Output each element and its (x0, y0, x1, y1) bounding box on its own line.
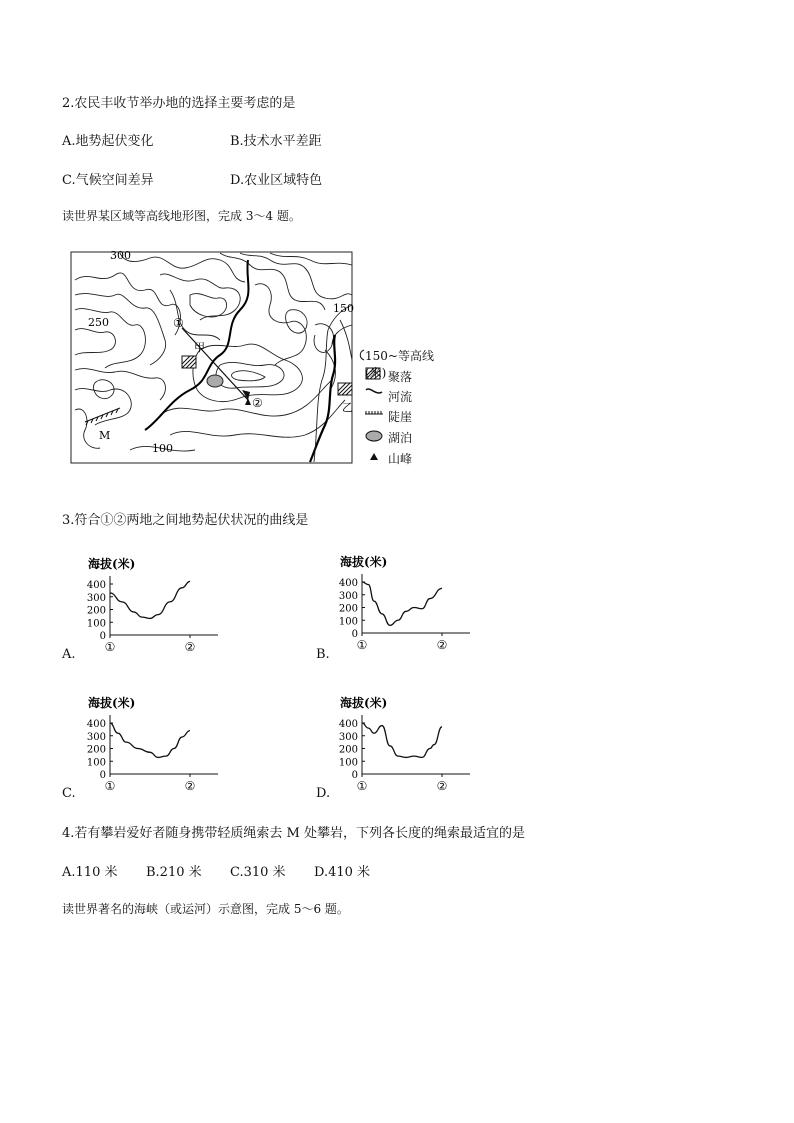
q4-option-b[interactable]: B.210 米 (146, 865, 202, 880)
profile-chart-b (330, 548, 480, 658)
profile-line (110, 581, 190, 618)
x-label-end: ② (436, 779, 448, 793)
chart-title: 海拔(米) (340, 696, 388, 710)
y-tick-label: 300 (338, 731, 358, 743)
profile-chart-a (78, 550, 228, 660)
y-tick-label: 0 (99, 631, 106, 642)
y-tick-label: 100 (338, 757, 358, 769)
q2-option-d[interactable]: D.农业区域特色 (230, 173, 323, 188)
y-tick-label: 200 (86, 605, 106, 617)
q3-stem: 3.符合①②两地之间地势起伏状况的曲线是 (62, 513, 309, 528)
y-tick-label: 400 (338, 578, 358, 589)
legend-settlement-label: 聚落 (388, 370, 413, 384)
x-label-start: ① (104, 640, 116, 654)
y-tick-label: 400 (86, 719, 106, 730)
q3-option-d[interactable]: D. (316, 786, 331, 801)
profile-chart-d (330, 689, 480, 799)
lake (207, 375, 223, 387)
y-tick-label: 0 (351, 629, 358, 640)
y-tick-label: 200 (86, 744, 106, 756)
contour-150: 150 (333, 302, 354, 315)
contour-legend-icon (360, 350, 364, 360)
contour-map (70, 250, 450, 466)
y-tick-label: 100 (86, 618, 106, 630)
q4-option-d[interactable]: D.410 米 (314, 865, 371, 880)
profile-line (362, 723, 442, 757)
q3-option-a[interactable]: A. (62, 647, 76, 662)
q2-stem: 2.农民丰收节举办地的选择主要考虑的是 (62, 96, 296, 111)
intro-5-6: 读世界著名的海峡（或运河）示意图，完成 5～6 题。 (62, 902, 349, 916)
legend-contour-label: 150~等高线(米) (365, 349, 434, 380)
x-label-start: ① (356, 638, 368, 652)
y-tick-label: 0 (351, 770, 358, 781)
river-legend-icon (366, 389, 382, 393)
y-tick-label: 300 (86, 592, 106, 604)
q4-stem: 4.若有攀岩爱好者随身携带轻质绳索去 M 处攀岩，下列各长度的绳索最适宜的是 (62, 826, 525, 841)
y-tick-label: 100 (86, 757, 106, 769)
settlement-yi (338, 383, 352, 395)
q3-option-c[interactable]: C. (62, 786, 76, 801)
y-tick-label: 300 (86, 731, 106, 743)
profile-line (110, 723, 190, 757)
intro-3-4: 读世界某区域等高线地形图，完成 3～4 题。 (62, 209, 301, 223)
y-tick-label: 200 (338, 744, 358, 756)
profile-line (362, 582, 442, 625)
q2-option-c[interactable]: C.气候空间差异 (62, 173, 154, 188)
y-tick-label: 100 (338, 616, 358, 628)
chart-title: 海拔(米) (88, 557, 136, 571)
legend-peak-label: 山峰 (388, 452, 413, 466)
y-tick-label: 300 (338, 590, 358, 602)
profile-chart-c (78, 689, 228, 799)
q4-option-a[interactable]: A.110 米 (62, 865, 118, 880)
label-M: M (99, 429, 111, 442)
contour-250: 250 (88, 316, 109, 329)
cliff-legend-icon (365, 411, 383, 414)
q4-option-c[interactable]: C.310 米 (230, 865, 286, 880)
legend-cliff-label: 陡崖 (388, 410, 413, 424)
point-2: ② (252, 396, 263, 410)
lake-legend-icon (366, 431, 382, 441)
y-tick-label: 400 (86, 580, 106, 591)
contour-300: 300 (110, 250, 131, 262)
x-label-end: ② (184, 779, 196, 793)
y-tick-label: 200 (338, 603, 358, 615)
legend-lake-label: 湖泊 (388, 431, 413, 445)
label-yi: 乙 (342, 401, 353, 414)
x-label-start: ① (356, 779, 368, 793)
label-jia: 甲 (194, 341, 205, 354)
y-tick-label: 0 (99, 770, 106, 781)
q2-option-b[interactable]: B.技术水平差距 (230, 134, 322, 149)
x-label-end: ② (184, 640, 196, 654)
peak-legend-icon (370, 453, 378, 460)
contour-100: 100 (152, 442, 173, 455)
y-tick-label: 400 (338, 719, 358, 730)
q3-option-b[interactable]: B. (316, 647, 330, 662)
point-1: ① (173, 316, 184, 330)
settlement-jia (182, 356, 196, 368)
q2-option-a[interactable]: A.地势起伏变化 (62, 134, 154, 149)
chart-title: 海拔(米) (88, 696, 136, 710)
x-label-start: ① (104, 779, 116, 793)
legend-river-label: 河流 (388, 390, 413, 404)
x-label-end: ② (436, 638, 448, 652)
chart-title: 海拔(米) (340, 555, 388, 569)
